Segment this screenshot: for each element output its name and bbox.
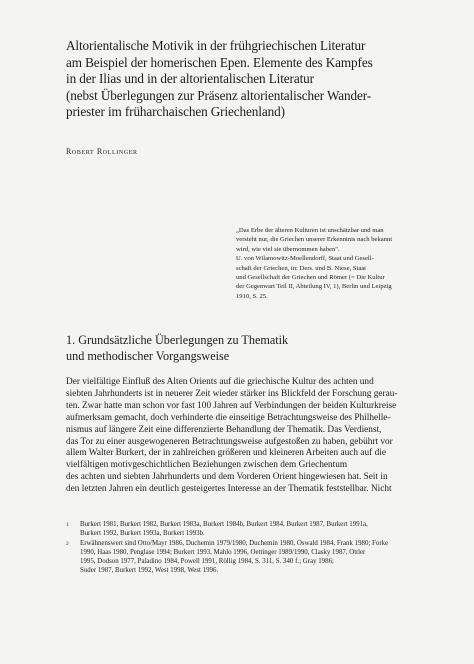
- epigraph-line: der Gegenwart Teil II, Abteilung IV, 1), Berlin und Leipzig: [236, 283, 392, 291]
- footnotes: [66, 521, 450, 577]
- body-line: Der vielfältige Einfluß des Alten Orients auf die griechische Kultur des achten und: [66, 377, 374, 387]
- epigraph-line: U. von Wilamowitz-Moellendorff, Staat und Gesell-: [236, 255, 374, 263]
- body-line: den letzten Jahren ein deutlich gesteigertes Interesse an der Thematik feststellbar. Nicht: [66, 484, 392, 495]
- body-line: aufmerksam gemacht, doch verhinderte die einseitige Betrachtungsweise des Philhelle-: [66, 412, 391, 423]
- body-line: allem Walter Burkert, der in zahlreichen größeren und kleineren Arbeiten auch auf die: [66, 448, 386, 459]
- epigraph-line: wird, wie viel sie übernommen haben".: [236, 245, 340, 253]
- footnote-number: 2: [66, 541, 69, 548]
- footnote-line: 1995, Dodson 1977, Paladino 1984, Powell 1991, Röllig 1984, S. 311, S. 340 f.; Gray 1986;: [80, 557, 334, 565]
- body-line: nismus auf längere Zeit eine differenzierte Behandlung der Thematik. Das Verdienst,: [66, 424, 382, 435]
- body-line: des achten und siebten Jahrhunderts und dem Vorderen Orient hingewiesen hat. Seit in: [66, 472, 388, 483]
- heading-line: und methodischer Vorgangsweise: [66, 348, 230, 363]
- article-title: [66, 38, 446, 121]
- body-line: das Tor zu einer ausgewogeneren Betrachtungsweise aufgestoßen zu haben, gebührt vor: [66, 436, 393, 447]
- footnote-line: Erwähnenswert sind Otto/Mayr 1986, Duchemin 1979/1980, Duchemin 1980, Oswald 1984, Frank 1980; Forke: [80, 540, 389, 548]
- title-line: (nebst Überlegungen zur Präsenz altorientalischer Wander-: [66, 87, 372, 103]
- epigraph-line: versteht nur, die Griechen unserer Erkenntnis nach bekannt: [236, 236, 393, 244]
- title-line: am Beispiel der homerischen Epen. Elemente des Kampfes: [66, 54, 373, 70]
- footnote: [66, 521, 450, 538]
- title-line: Altorientalische Motivik in der frühgriechischen Literatur: [66, 38, 366, 53]
- footnote-line: 1990, Haas 1980, Penglase 1994; Burkert 1993, Mahlo 1996, Oettinger 1989/1990, Clasky 1987, Ottler: [80, 549, 366, 557]
- body-line: ten. Zwar hatte man schon vor fast 100 Jahren auf Verbindungen der beiden Kulturkreise: [66, 400, 397, 411]
- footnote: [66, 540, 450, 575]
- body-line: siebten Jahrhunderts ist in neuerer Zeit wieder stärker ins Blickfeld der Forschung gerau-: [66, 388, 398, 399]
- title-line: priester im früharchaischen Griechenland): [66, 104, 285, 119]
- epigraph-line: „Das Erbe der älteren Kulturen ist unschätzbar und man: [236, 227, 384, 234]
- body-text: [66, 377, 446, 496]
- section-heading: [66, 333, 288, 364]
- footnote-number: 1: [66, 522, 69, 528]
- footnote-line: Burkert 1981, Burkert 1982, Burkert 1983a, Burkert 1984b, Burkert 1984, Burkert 1987, Burkert 1991a,: [80, 521, 368, 528]
- body-line: vielfältigen motivgeschichtlichen Beziehungen zwischen dem Griechentum: [66, 460, 348, 471]
- epigraph-line: 1910, S. 25.: [236, 292, 268, 300]
- heading-line: 1. Grundsätzliche Überlegungen zu Thematik: [66, 333, 289, 347]
- title-line: in der Ilias und in der altorientalischen Literatur: [66, 71, 314, 86]
- epigraph-line: und Gesellschaft der Griechen und Römer (= Die Kultur: [236, 274, 385, 282]
- epigraph-line: schaft der Griechen, in: Ders. und B. Niese, Staat: [236, 264, 367, 272]
- footnote-line: Burkert 1992, Burkert 1993a, Burkert 1993b.: [80, 529, 205, 537]
- author-name: Robert Rollinger: [66, 147, 138, 156]
- footnote-line: Suder 1987, Burkert 1992, West 1998, West 1996.: [80, 566, 219, 574]
- epigraph: [236, 226, 446, 301]
